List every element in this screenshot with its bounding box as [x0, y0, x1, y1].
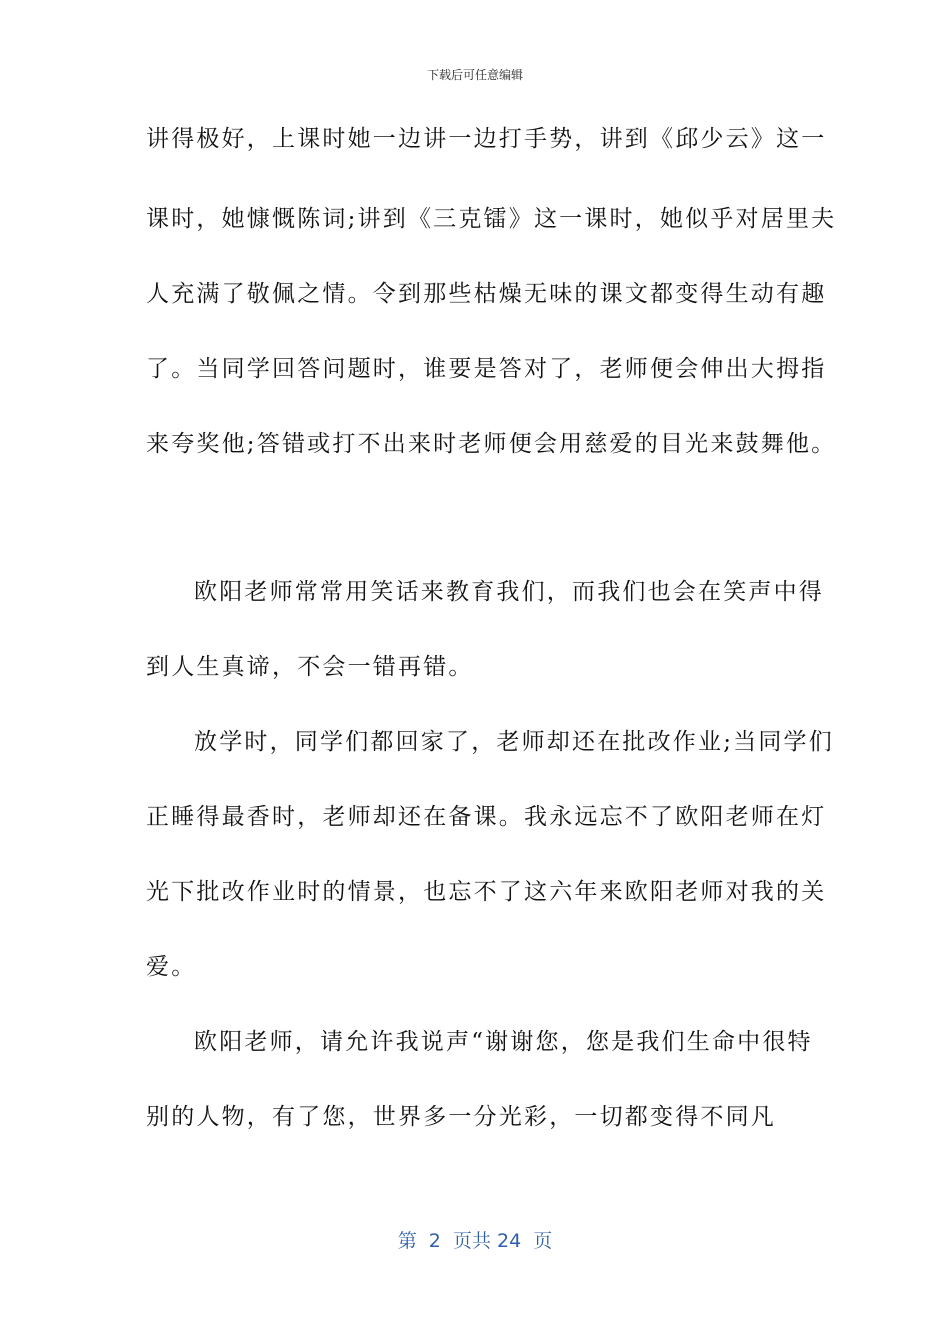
text-line: 光下批改作业时的情景，也忘不了这六年来欧阳老师对我的关 [146, 879, 827, 905]
text-line: 了。当同学回答问题时，谁要是答对了，老师便会伸出大拇指 [146, 356, 827, 382]
page-header: 下载后可任意编辑 [426, 68, 523, 82]
text-line: 欧阳老师，请允许我说声“谢谢您，您是我们生命中很特 [194, 1029, 813, 1055]
text-line: 到人生真谛，不会一错再错。 [146, 654, 474, 680]
text-line: 正睡得最香时，老师却还在备课。我永远忘不了欧阳老师在灯 [146, 804, 827, 830]
text-line: 人充满了敬佩之情。令到那些枯燥无味的课文都变得生动有趣 [146, 281, 827, 307]
text-line: 放学时，同学们都回家了，老师却还在批改作业;当同学们 [194, 729, 834, 755]
page-number: 第 2 页共 24 页 [397, 1230, 553, 1252]
text-line: 欧阳老师常常用笑话来教育我们，而我们也会在笑声中得 [194, 579, 824, 605]
text-line: 来夸奖他;答错或打不出来时老师便会用慈爱的目光来鼓舞他。 [146, 431, 837, 457]
text-line: 讲得极好，上课时她一边讲一边打手势，讲到《邱少云》这一 [146, 126, 827, 152]
text-line: 别的人物，有了您，世界多一分光彩，一切都变得不同凡 [146, 1104, 776, 1130]
text-line: 课时，她慷慨陈词;讲到《三克镭》这一课时，她似乎对居里夫 [146, 206, 837, 232]
text-line: 爱。 [146, 954, 197, 980]
